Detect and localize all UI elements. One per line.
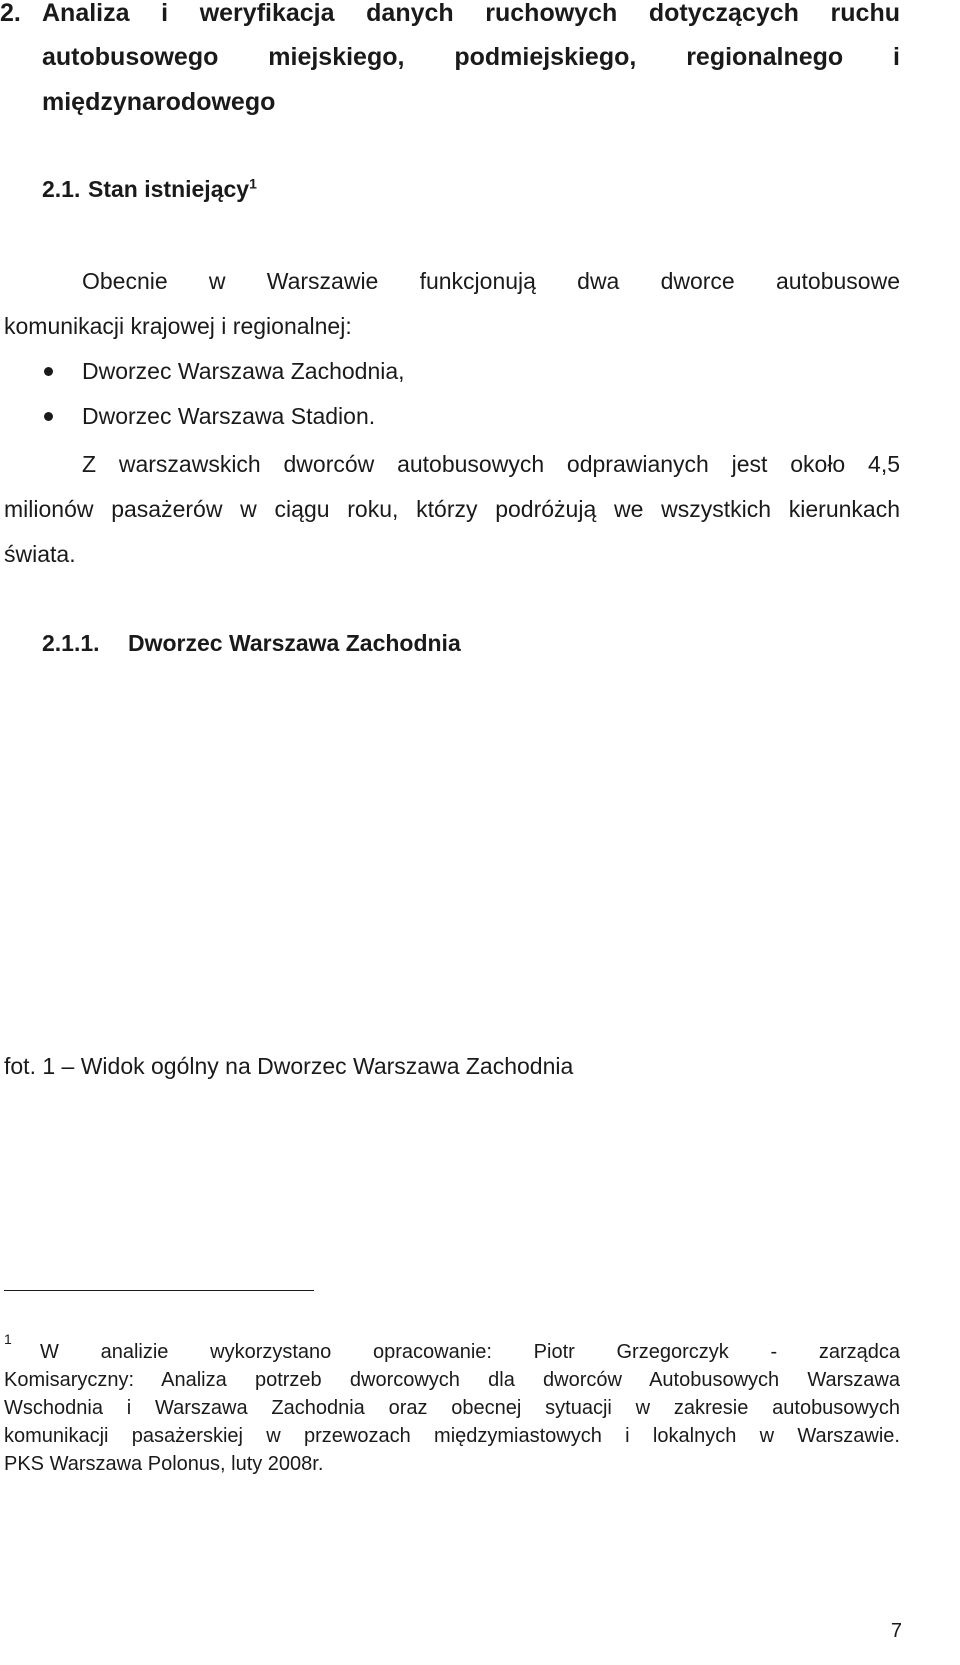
footnote-marker: 1 xyxy=(4,1331,12,1347)
footnote-line4: komunikacji pasażerskiej w przewozach międzymiastowych i lokalnych w Warszawie. xyxy=(4,1425,900,1447)
footnote-line3: Wschodnia i Warszawa Zachodnia oraz obecnej sytuacji w zakresie autobusowych xyxy=(4,1397,900,1419)
footnote-line5: PKS Warszawa Polonus, luty 2008r. xyxy=(4,1453,324,1475)
station-item-stadion: Dworzec Warszawa Stadion. xyxy=(82,403,376,429)
subsection-heading xyxy=(88,176,257,203)
section-title-line1: Analiza i weryfikacja danych ruchowych dotyczących ruchu xyxy=(42,0,900,27)
bullet-icon xyxy=(44,367,53,376)
subsubsection-number: 2.1.1. xyxy=(42,630,100,656)
page-number: 7 xyxy=(890,1620,902,1642)
bullet-icon xyxy=(44,412,53,421)
subsection-number: 2.1. xyxy=(42,176,81,202)
intro-line1: Obecnie w Warszawie funkcjonują dwa dworce autobusowe xyxy=(82,268,900,294)
footnote-line2: Komisaryczny: Analiza potrzeb dworcowych dla dworców Autobusowych Warszawa xyxy=(4,1369,900,1391)
section-title-line3: międzynarodowego xyxy=(42,88,276,116)
footnote-reference[interactable]: 1 xyxy=(249,175,257,192)
subsubsection-title: Dworzec Warszawa Zachodnia xyxy=(128,630,461,656)
photo-caption: fot. 1 – Widok ogólny na Dworzec Warszawa Zachodnia xyxy=(4,1053,574,1079)
passengers-line3: świata. xyxy=(4,541,76,567)
station-item-zachodnia: Dworzec Warszawa Zachodnia, xyxy=(82,358,405,384)
passengers-line1: Z warszawskich dworców autobusowych odprawianych jest około 4,5 xyxy=(82,451,900,477)
subsection-title: Stan istniejący xyxy=(88,176,250,202)
intro-line2: komunikacji krajowej i regionalnej: xyxy=(4,313,352,339)
passengers-line2: milionów pasażerów w ciągu roku, którzy podróżują we wszystkich kierunkach xyxy=(4,496,900,522)
section-number: 2. xyxy=(0,0,21,27)
footnote-separator xyxy=(4,1290,314,1291)
section-title-line2: autobusowego miejskiego, podmiejskiego, regionalnego i xyxy=(42,43,900,71)
footnote-line1: W analizie wykorzystano opracowanie: Piotr Grzegorczyk - zarządca xyxy=(40,1341,900,1363)
